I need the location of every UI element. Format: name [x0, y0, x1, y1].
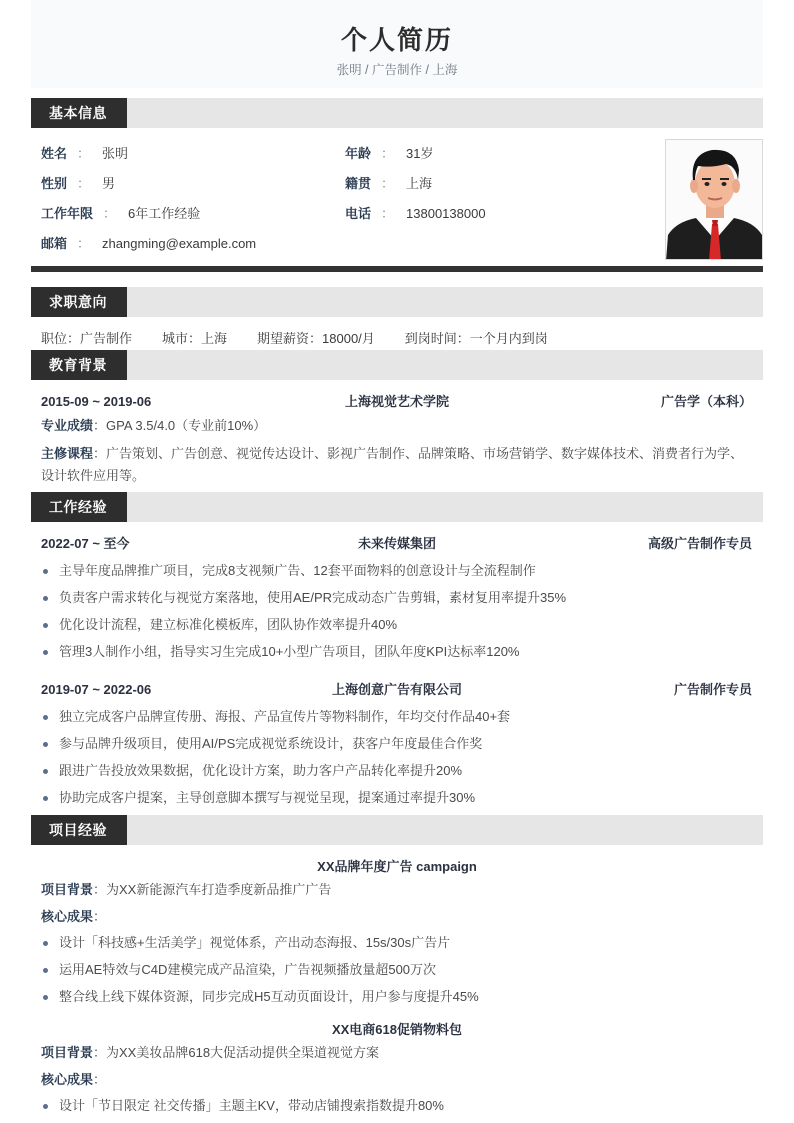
project-title-2: XX电商618促销物料包 — [331, 1022, 463, 1037]
list-item: 设计「节日限定 社交传播」主题主KV，带动店铺搜索指数提升80% — [41, 1098, 763, 1114]
intent-position: 职位：广告制作 — [41, 331, 133, 346]
info-value: 张明 — [102, 146, 129, 161]
list-item: 优化设计流程，建立标准化模板库，团队协作效率提升40% — [41, 617, 763, 633]
resume-header — [31, 0, 763, 88]
info-value: 男 — [102, 176, 116, 191]
list-item: 主导年度品牌推广项目，完成8支视频广告、12套平面物料的创意设计与全流程制作 — [41, 563, 763, 579]
section-bar-education — [31, 350, 763, 380]
info-name: 姓名 ： 张明 — [41, 146, 129, 161]
info-years: 工作年限 ： 6年工作经验 — [41, 206, 201, 221]
edu-period: 2015-09 ~ 2019-06 — [41, 394, 152, 409]
job-period: 2019-07 ~ 2022-06 — [41, 682, 152, 697]
section-bar-intent — [31, 287, 763, 317]
info-label: 性别 — [41, 176, 68, 191]
info-label: 籍贯 — [345, 176, 372, 191]
portrait-photo — [665, 139, 763, 260]
info-hometown: 籍贯 ： 上海 — [345, 176, 433, 191]
intent-salary: 期望薪资：18000/月 — [257, 331, 375, 346]
work-entry-1 — [31, 536, 763, 552]
section-title-basic: 基本信息 — [31, 98, 127, 128]
edu-school: 上海视觉艺术学院 — [344, 394, 449, 409]
education-entry — [31, 394, 763, 410]
page-subtitle: 张明 / 广告制作 / 上海 — [336, 63, 458, 77]
info-phone: 电话 ： 13800138000 — [345, 206, 486, 221]
section-bar-work — [31, 492, 763, 522]
resume-page — [31, 0, 763, 1123]
intent-city: 城市：上海 — [162, 331, 228, 346]
basic-info — [31, 128, 763, 266]
job-company: 上海创意广告有限公司 — [331, 682, 462, 697]
info-value: 上海 — [406, 176, 433, 191]
list-item: 独立完成客户品牌宣传册、海报、产品宣传片等物料制作，年均交付作品40+套 — [41, 709, 763, 725]
info-gender: 性别 ： 男 — [41, 176, 116, 191]
project-title-1: XX品牌年度广告 campaign — [317, 859, 477, 874]
info-age: 年龄 ： 31岁 — [345, 146, 434, 161]
job-bullets-1 — [31, 563, 763, 660]
info-value: zhangming@example.com — [102, 236, 257, 251]
list-item: 协助完成客户提案，主导创意脚本撰写与视觉呈现，提案通过率提升30% — [41, 790, 763, 806]
job-intent — [31, 317, 763, 350]
list-item: 整合线上线下媒体资源，同步完成H5互动页面设计，用户参与度提升45% — [41, 989, 763, 1005]
info-value: 31岁 — [406, 146, 434, 161]
info-label: 工作年限 — [41, 206, 94, 221]
info-label: 邮箱 — [41, 236, 68, 251]
list-item: 跟进广告投放效果数据，优化设计方案，助力客户产品转化率提升20% — [41, 763, 763, 779]
section-title-work: 工作经验 — [31, 492, 127, 522]
intent-availability: 到岗时间：一个月内到岗 — [404, 331, 548, 346]
info-value: 6年工作经验 — [128, 206, 201, 221]
section-title-intent: 求职意向 — [31, 287, 127, 317]
job-bullets-2 — [31, 709, 763, 806]
project-background-1: 项目背景：为XX新能源汽车打造季度新品推广广告 — [41, 882, 332, 897]
project-bullets-1 — [31, 935, 763, 1005]
list-item: 负责客户需求转化与视觉方案落地，使用AE/PR完成动态广告剪辑，素材复用率提升35% — [41, 590, 763, 606]
job-period: 2022-07 ~ 至今 — [41, 536, 130, 551]
list-item: 运用AE特效与C4D建模完成产品渲染，广告视频播放量超500万次 — [41, 962, 763, 978]
section-title-projects: 项目经验 — [31, 815, 127, 845]
list-item: 管理3人制作小组，指导实习生完成10+小型广告项目，团队年度KPI达标率120% — [41, 644, 763, 660]
edu-gpa: 专业成绩：GPA 3.5/4.0（专业前10%） — [41, 418, 267, 433]
info-email: 邮箱 ： zhangming@example.com — [41, 236, 257, 251]
info-label: 姓名 — [41, 146, 68, 161]
section-bar-basic — [31, 98, 763, 128]
project-bullets-2 — [31, 1098, 763, 1114]
portrait-illustration-icon — [666, 140, 763, 260]
edu-courses: 主修课程：广告策划、广告创意、视觉传达设计、影视广告制作、品牌策略、市场营销学、数字媒体技术、消费者行为学、设计软件应用等。 — [41, 446, 744, 483]
list-item: 设计「科技感+生活美学」视觉体系，产出动态海报、15s/30s广告片 — [41, 935, 763, 951]
job-title: 高级广告制作专员 — [647, 536, 752, 551]
project-results-label-2: 核心成果： — [41, 1072, 107, 1087]
edu-major: 广告学（本科） — [660, 394, 752, 409]
section-bar-projects — [31, 815, 763, 845]
info-value: 13800138000 — [406, 206, 486, 221]
list-item: 参与品牌升级项目，使用AI/PS完成视觉系统设计，获客户年度最佳合作奖 — [41, 736, 763, 752]
info-label: 年龄 — [345, 146, 372, 161]
job-title: 广告制作专员 — [673, 682, 752, 697]
work-entry-2 — [31, 682, 763, 698]
job-company: 未来传媒集团 — [357, 536, 436, 551]
info-label: 电话 — [345, 206, 372, 221]
project-background-2: 项目背景：为XX美妆品牌618大促活动提供全渠道视觉方案 — [41, 1045, 380, 1060]
page-title: 个人简历 — [340, 25, 453, 55]
project-results-label-1: 核心成果： — [41, 909, 107, 924]
section-title-education: 教育背景 — [31, 350, 127, 380]
